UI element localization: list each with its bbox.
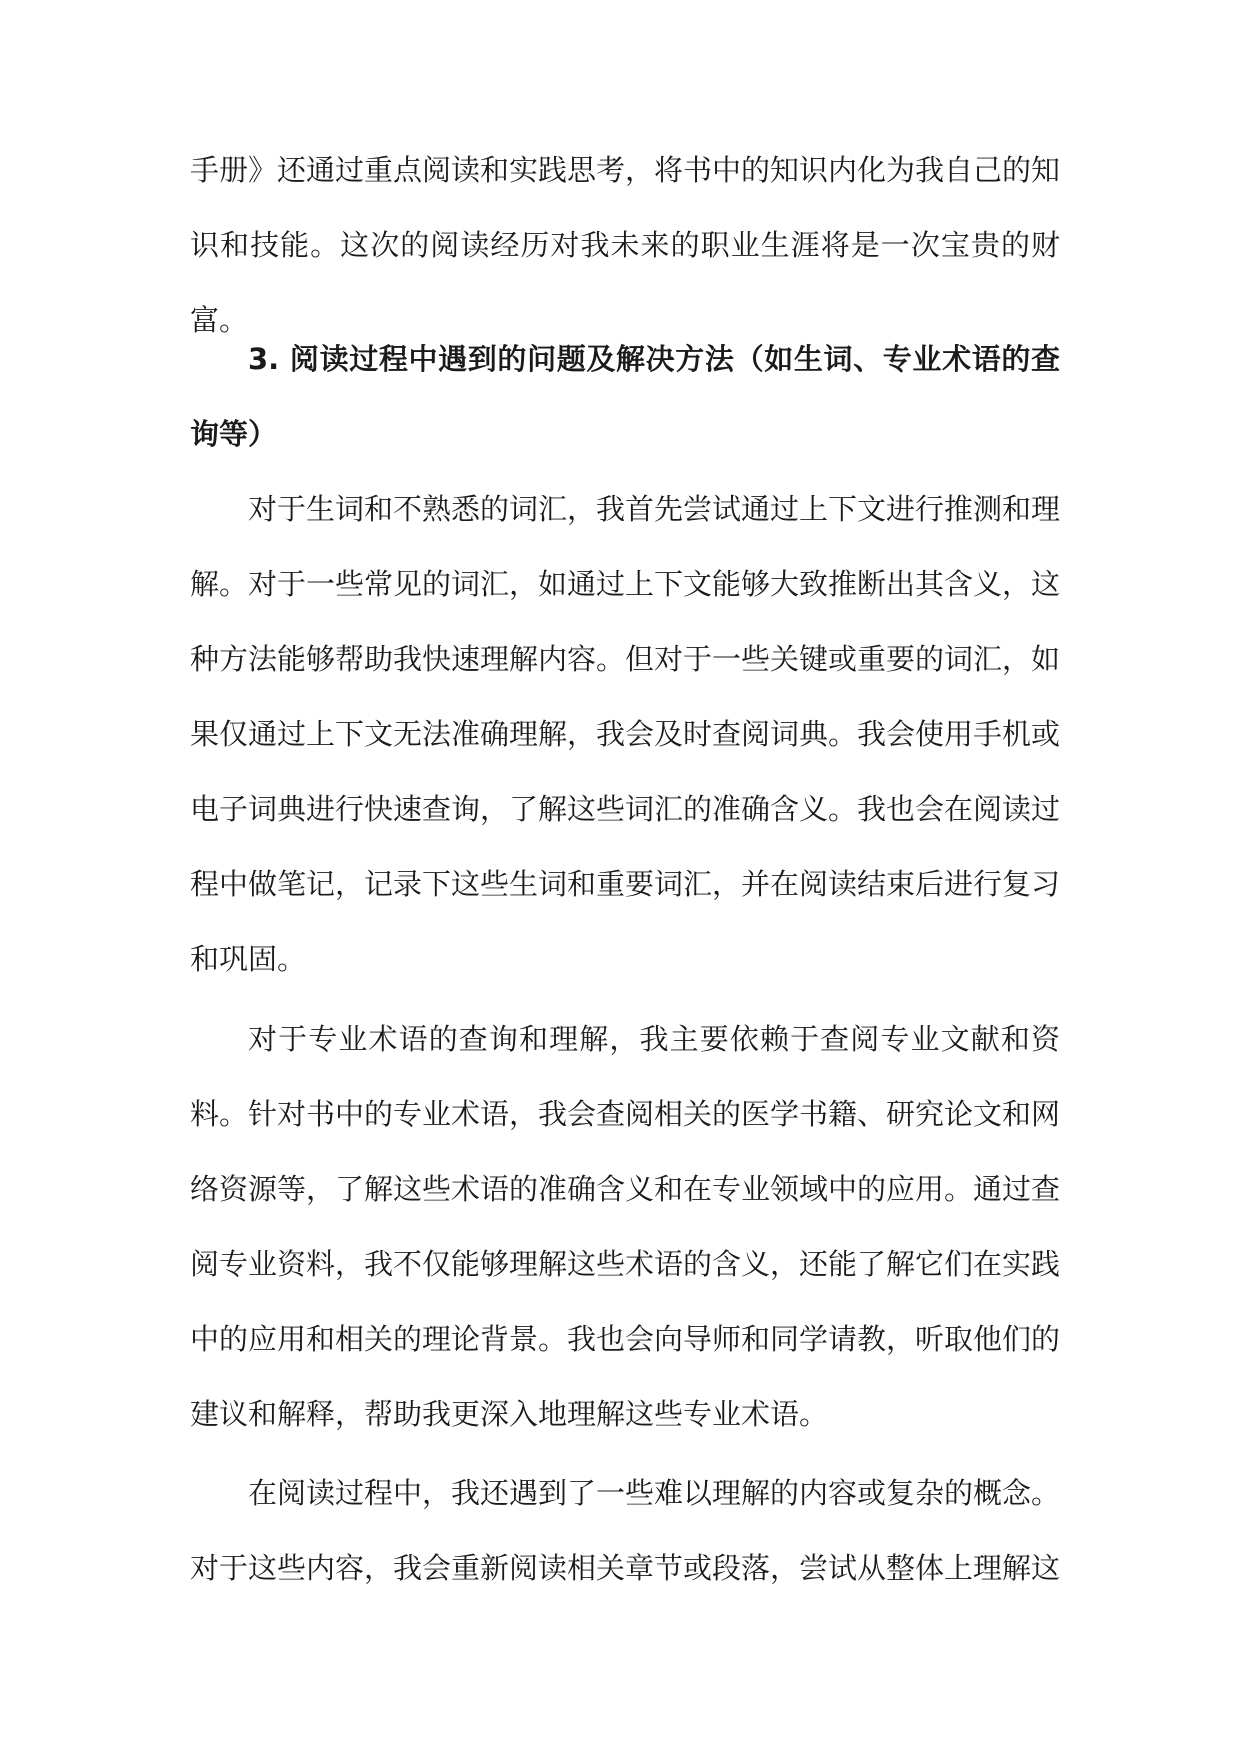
paragraph-vocabulary: 对于生词和不熟悉的词汇，我首先尝试通过上下文进行推测和理解。对于一些常见的词汇，如通过上下文能够大致推断出其含义，这种方法能够帮助我快速理解内容。但对于一些关键或重要的词汇，如果仅通过上下文无法准确理解，我会及时查阅词典。我会使用手机或电子词典进行快速查询，了解这些词汇的准确含义。我也会在阅读过程中做笔记，记录下这些生词和重要词汇，并在阅读结束后进行复习和巩固。	[190, 492, 1061, 976]
paragraph-terminology: 对于专业术语的查询和理解，我主要依赖于查阅专业文献和资料。针对书中的专业术语，我会查阅相关的医学书籍、研究论文和网络资源等，了解这些术语的准确含义和在专业领域中的应用。通过查阅专业资料，我不仅能够理解这些术语的含义，还能了解它们在实践中的应用和相关的理论背景。我也会向导师和同学请教，听取他们的建议和解释，帮助我更深入地理解这些专业术语。	[190, 1022, 1061, 1431]
continuation-paragraph: 手册》还通过重点阅读和实践思考，将书中的知识内化为我自己的知识和技能。这次的阅读经历对我未来的职业生涯将是一次宝贵的财富。	[190, 153, 1061, 337]
section-heading: 3. 阅读过程中遇到的问题及解决方法（如生词、专业术语的查询等）	[190, 342, 1060, 451]
paragraph-difficult-content: 在阅读过程中，我还遇到了一些难以理解的内容或复杂的概念。对于这些内容，我会重新阅读相关章节或段落，尝试从整体上理解这	[190, 1476, 1061, 1585]
